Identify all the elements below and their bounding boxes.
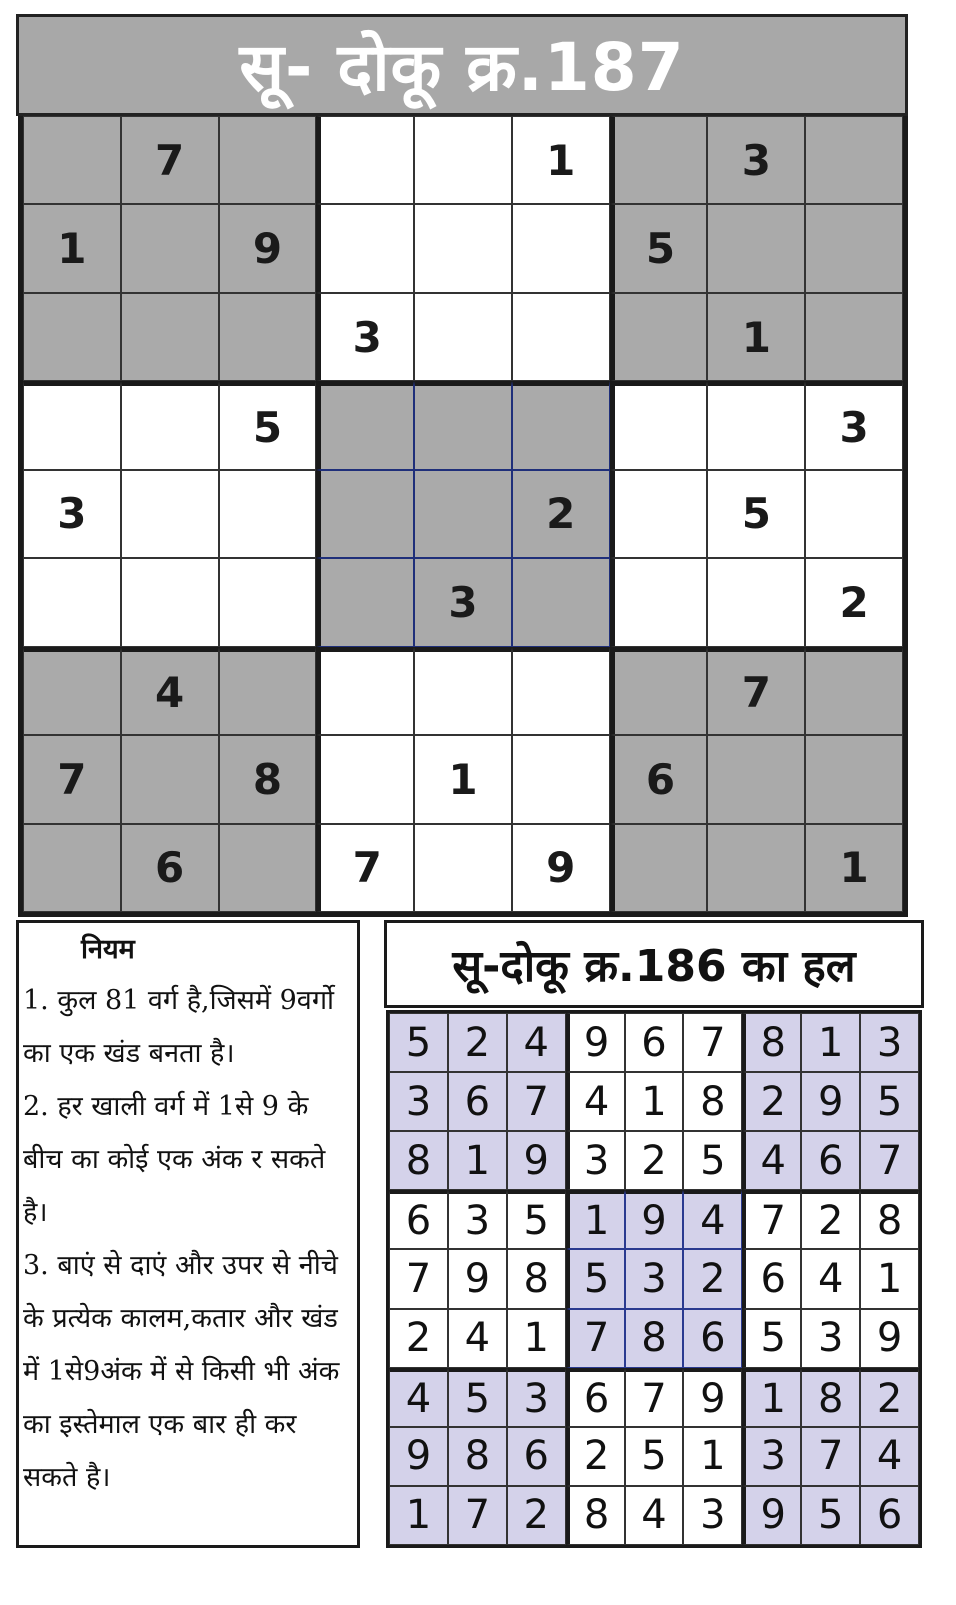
solution-cell-r2c1: 3 [389,1072,448,1131]
solution-cell-r4c5: 9 [625,1190,684,1249]
puzzle-cell-r4c1[interactable] [23,381,121,469]
solution-cell-r7c8: 8 [801,1368,860,1427]
solution-cell-r7c3: 3 [507,1368,566,1427]
solution-grid [386,1010,922,1548]
puzzle-cell-r4c6[interactable] [512,381,610,469]
puzzle-cell-r9c9: 1 [805,824,903,912]
puzzle-cell-r6c5: 3 [414,558,512,646]
solution-cell-r9c2: 7 [448,1486,507,1545]
puzzle-cell-r2c3: 9 [219,204,317,292]
solution-cell-r6c8: 3 [801,1309,860,1368]
puzzle-cell-r6c2[interactable] [121,558,219,646]
solution-cell-r1c1: 5 [389,1013,448,1072]
solution-cell-r8c2: 8 [448,1427,507,1486]
solution-cell-r1c7: 8 [742,1013,801,1072]
solution-cell-r5c8: 4 [801,1249,860,1308]
solution-cell-r6c1: 2 [389,1309,448,1368]
solution-cell-r6c7: 5 [742,1309,801,1368]
solution-cell-r3c9: 7 [860,1131,919,1190]
puzzle-cell-r9c4: 7 [316,824,414,912]
puzzle-cell-r4c3: 5 [219,381,317,469]
solution-cell-r2c4: 4 [566,1072,625,1131]
solution-cell-r7c7: 1 [742,1368,801,1427]
solution-cell-r7c2: 5 [448,1368,507,1427]
solution-cell-r3c4: 3 [566,1131,625,1190]
puzzle-cell-r7c8: 7 [707,647,805,735]
puzzle-cell-r5c4[interactable] [316,470,414,558]
rule-2: 2. हर खाली वर्ग में 1से 9 के बीच का कोई एक अंक र सकते है। [23,1091,326,1228]
puzzle-cell-r7c1[interactable] [23,647,121,735]
puzzle-cell-r8c2[interactable] [121,735,219,823]
rule-3: 3. बाएं से दाएं और उपर से नीचे के प्रत्येक कालम,कतार और खंड में 1से9अंक में से किसी भी अंक का इस्तेमाल एक बार ही कर सकते है। [23,1250,340,1493]
puzzle-cell-r6c9: 2 [805,558,903,646]
puzzle-cell-r5c5[interactable] [414,470,512,558]
solution-cell-r3c2: 1 [448,1131,507,1190]
puzzle-cell-r1c8: 3 [707,116,805,204]
puzzle-cell-r8c5: 1 [414,735,512,823]
solution-cell-r2c8: 9 [801,1072,860,1131]
solution-cell-r1c8: 1 [801,1013,860,1072]
solution-cell-r8c1: 9 [389,1427,448,1486]
solution-cell-r7c9: 2 [860,1368,919,1427]
solution-cell-r5c6: 2 [683,1249,742,1308]
solution-cell-r7c6: 9 [683,1368,742,1427]
puzzle-cell-r4c8[interactable] [707,381,805,469]
solution-cell-r4c9: 8 [860,1190,919,1249]
puzzle-cell-r9c5[interactable] [414,824,512,912]
puzzle-cell-r4c5[interactable] [414,381,512,469]
solution-cell-r7c1: 4 [389,1368,448,1427]
solution-cell-r5c4: 5 [566,1249,625,1308]
solution-cell-r8c5: 5 [625,1427,684,1486]
puzzle-cell-r4c4[interactable] [316,381,414,469]
puzzle-cell-r3c9[interactable] [805,293,903,381]
solution-cell-r4c8: 2 [801,1190,860,1249]
solution-cell-r2c3: 7 [507,1072,566,1131]
puzzle-cell-r8c9[interactable] [805,735,903,823]
puzzle-cell-r9c3[interactable] [219,824,317,912]
solution-cell-r8c7: 3 [742,1427,801,1486]
puzzle-cell-r3c6[interactable] [512,293,610,381]
puzzle-cell-r3c2[interactable] [121,293,219,381]
puzzle-cell-r3c1[interactable] [23,293,121,381]
solution-cell-r4c3: 5 [507,1190,566,1249]
solution-cell-r6c3: 1 [507,1309,566,1368]
puzzle-cell-r6c4[interactable] [316,558,414,646]
puzzle-cell-r7c4[interactable] [316,647,414,735]
solution-title-box [384,920,924,1008]
puzzle-cell-r6c7[interactable] [610,558,708,646]
solution-cell-r8c9: 4 [860,1427,919,1486]
solution-cell-r3c1: 8 [389,1131,448,1190]
puzzle-cell-r5c6: 2 [512,470,610,558]
solution-cell-r1c6: 7 [683,1013,742,1072]
solution-cell-r9c1: 1 [389,1486,448,1545]
solution-cell-r3c8: 6 [801,1131,860,1190]
solution-cell-r1c4: 9 [566,1013,625,1072]
solution-cell-r3c3: 9 [507,1131,566,1190]
puzzle-cell-r2c7: 5 [610,204,708,292]
solution-title: सू-दोकू क्र.186 का हल [452,941,856,992]
solution-cell-r6c4: 7 [566,1309,625,1368]
puzzle-cell-r8c7: 6 [610,735,708,823]
puzzle-cell-r7c6[interactable] [512,647,610,735]
solution-cell-r6c9: 9 [860,1309,919,1368]
puzzle-cell-r3c5[interactable] [414,293,512,381]
puzzle-cell-r4c7[interactable] [610,381,708,469]
solution-cell-r2c2: 6 [448,1072,507,1131]
puzzle-cell-r1c1[interactable] [23,116,121,204]
puzzle-cell-r5c1: 3 [23,470,121,558]
puzzle-cell-r3c7[interactable] [610,293,708,381]
puzzle-cell-r8c1: 7 [23,735,121,823]
solution-cell-r1c9: 3 [860,1013,919,1072]
puzzle-cell-r8c8[interactable] [707,735,805,823]
solution-cell-r7c4: 6 [566,1368,625,1427]
puzzle-cell-r7c5[interactable] [414,647,512,735]
puzzle-cell-r4c9: 3 [805,381,903,469]
puzzle-cell-r6c8[interactable] [707,558,805,646]
puzzle-cell-r5c7[interactable] [610,470,708,558]
solution-cell-r4c6: 4 [683,1190,742,1249]
puzzle-cell-r1c9[interactable] [805,116,903,204]
solution-cell-r5c9: 1 [860,1249,919,1308]
puzzle-title: सू- दोकू क्र.187 [239,29,685,106]
puzzle-cell-r1c5[interactable] [414,116,512,204]
solution-cell-r8c6: 1 [683,1427,742,1486]
solution-cell-r4c1: 6 [389,1190,448,1249]
puzzle-cell-r8c6[interactable] [512,735,610,823]
solution-cell-r2c9: 5 [860,1072,919,1131]
puzzle-cell-r3c3[interactable] [219,293,317,381]
puzzle-cell-r1c6: 1 [512,116,610,204]
rules-box [16,920,360,1548]
solution-cell-r9c4: 8 [566,1486,625,1545]
solution-cell-r8c3: 6 [507,1427,566,1486]
puzzle-cell-r7c2: 4 [121,647,219,735]
solution-cell-r6c5: 8 [625,1309,684,1368]
puzzle-cell-r9c7[interactable] [610,824,708,912]
puzzle-cell-r9c8[interactable] [707,824,805,912]
solution-cell-r6c6: 6 [683,1309,742,1368]
solution-cell-r9c8: 5 [801,1486,860,1545]
solution-cell-r5c7: 6 [742,1249,801,1308]
solution-cell-r5c5: 3 [625,1249,684,1308]
solution-cell-r4c7: 7 [742,1190,801,1249]
puzzle-cell-r2c5[interactable] [414,204,512,292]
solution-cell-r2c7: 2 [742,1072,801,1131]
puzzle-cell-r8c4[interactable] [316,735,414,823]
puzzle-cell-r5c8: 5 [707,470,805,558]
puzzle-grid [18,116,908,917]
solution-cell-r9c6: 3 [683,1486,742,1545]
solution-cell-r3c7: 4 [742,1131,801,1190]
puzzle-cell-r6c6[interactable] [512,558,610,646]
puzzle-cell-r5c9[interactable] [805,470,903,558]
puzzle-cell-r2c2[interactable] [121,204,219,292]
puzzle-cell-r1c4[interactable] [316,116,414,204]
puzzle-cell-r5c2[interactable] [121,470,219,558]
solution-cell-r1c5: 6 [625,1013,684,1072]
solution-cell-r9c5: 4 [625,1486,684,1545]
puzzle-cell-r7c9[interactable] [805,647,903,735]
puzzle-cell-r7c7[interactable] [610,647,708,735]
solution-cell-r1c3: 4 [507,1013,566,1072]
solution-cell-r9c9: 6 [860,1486,919,1545]
solution-cell-r4c2: 3 [448,1190,507,1249]
puzzle-cell-r1c3[interactable] [219,116,317,204]
solution-cell-r7c5: 7 [625,1368,684,1427]
puzzle-cell-r1c7[interactable] [610,116,708,204]
puzzle-cell-r6c3[interactable] [219,558,317,646]
solution-cell-r6c2: 4 [448,1309,507,1368]
puzzle-cell-r7c3[interactable] [219,647,317,735]
solution-cell-r4c4: 1 [566,1190,625,1249]
puzzle-cell-r9c2: 6 [121,824,219,912]
rule-1: 1. कुल 81 वर्ग है,जिसमें 9वर्गो का एक खंड बनता है। [23,985,335,1069]
solution-cell-r5c1: 7 [389,1249,448,1308]
solution-cell-r9c3: 2 [507,1486,566,1545]
solution-cell-r3c5: 2 [625,1131,684,1190]
puzzle-cell-r3c8: 1 [707,293,805,381]
solution-cell-r2c6: 8 [683,1072,742,1131]
solution-cell-r8c4: 2 [566,1427,625,1486]
puzzle-cell-r4c2[interactable] [121,381,219,469]
puzzle-title-banner [16,14,908,116]
solution-cell-r1c2: 2 [448,1013,507,1072]
puzzle-cell-r9c6: 9 [512,824,610,912]
puzzle-cell-r2c6[interactable] [512,204,610,292]
puzzle-cell-r3c4: 3 [316,293,414,381]
solution-cell-r5c2: 9 [448,1249,507,1308]
rules-title: नियम [81,934,135,965]
solution-cell-r2c5: 1 [625,1072,684,1131]
puzzle-cell-r1c2: 7 [121,116,219,204]
puzzle-cell-r5c3[interactable] [219,470,317,558]
puzzle-cell-r2c4[interactable] [316,204,414,292]
puzzle-cell-r9c1[interactable] [23,824,121,912]
puzzle-cell-r2c8[interactable] [707,204,805,292]
puzzle-cell-r8c3: 8 [219,735,317,823]
solution-cell-r8c8: 7 [801,1427,860,1486]
solution-cell-r9c7: 9 [742,1486,801,1545]
puzzle-cell-r2c9[interactable] [805,204,903,292]
puzzle-cell-r2c1: 1 [23,204,121,292]
solution-cell-r5c3: 8 [507,1249,566,1308]
puzzle-cell-r6c1[interactable] [23,558,121,646]
solution-cell-r3c6: 5 [683,1131,742,1190]
